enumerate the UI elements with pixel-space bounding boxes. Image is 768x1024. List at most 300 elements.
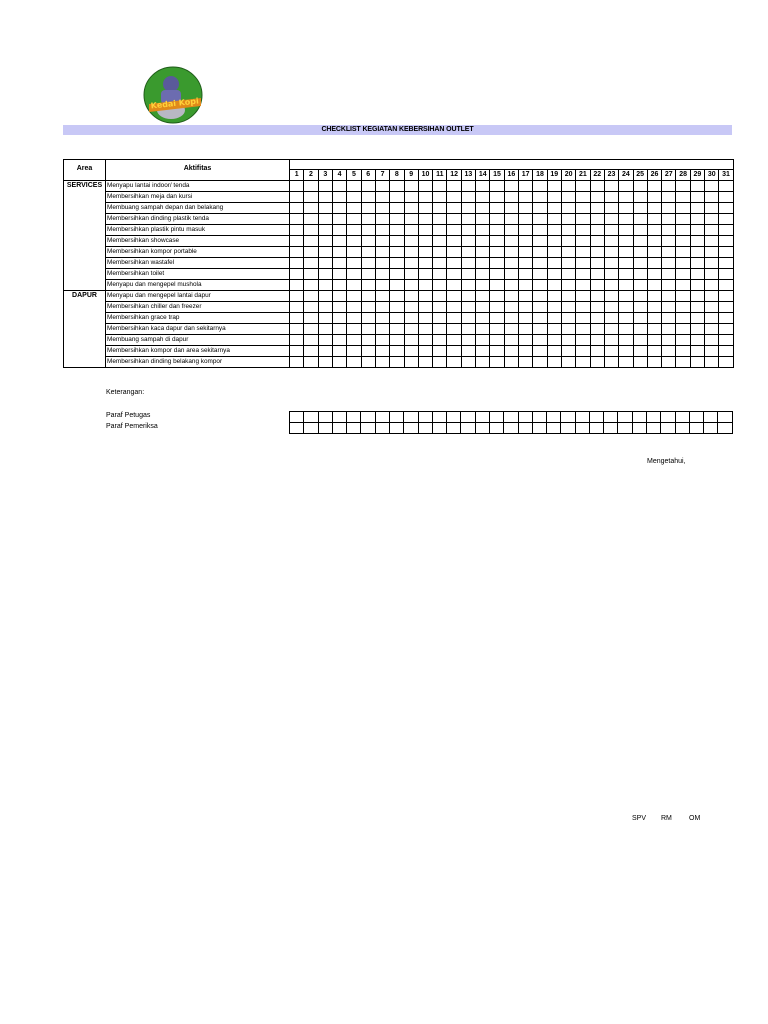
check-cell[interactable] bbox=[504, 269, 518, 280]
check-cell[interactable] bbox=[662, 236, 676, 247]
check-cell[interactable] bbox=[304, 258, 318, 269]
signature-cell[interactable] bbox=[318, 412, 332, 423]
check-cell[interactable] bbox=[490, 203, 504, 214]
signature-cell[interactable] bbox=[532, 412, 546, 423]
check-cell[interactable] bbox=[647, 335, 661, 346]
check-cell[interactable] bbox=[619, 258, 633, 269]
signature-cell[interactable] bbox=[418, 412, 432, 423]
check-cell[interactable] bbox=[476, 357, 490, 368]
check-cell[interactable] bbox=[504, 357, 518, 368]
check-cell[interactable] bbox=[433, 346, 447, 357]
check-cell[interactable] bbox=[347, 357, 361, 368]
check-cell[interactable] bbox=[290, 291, 304, 302]
check-cell[interactable] bbox=[647, 225, 661, 236]
check-cell[interactable] bbox=[361, 181, 375, 192]
check-cell[interactable] bbox=[461, 258, 475, 269]
check-cell[interactable] bbox=[318, 203, 332, 214]
check-cell[interactable] bbox=[619, 357, 633, 368]
check-cell[interactable] bbox=[461, 181, 475, 192]
check-cell[interactable] bbox=[404, 214, 418, 225]
check-cell[interactable] bbox=[576, 280, 590, 291]
check-cell[interactable] bbox=[404, 258, 418, 269]
check-cell[interactable] bbox=[690, 302, 704, 313]
check-cell[interactable] bbox=[490, 269, 504, 280]
check-cell[interactable] bbox=[476, 203, 490, 214]
check-cell[interactable] bbox=[304, 280, 318, 291]
check-cell[interactable] bbox=[461, 280, 475, 291]
check-cell[interactable] bbox=[604, 280, 618, 291]
check-cell[interactable] bbox=[619, 269, 633, 280]
check-cell[interactable] bbox=[676, 214, 690, 225]
check-cell[interactable] bbox=[576, 269, 590, 280]
check-cell[interactable] bbox=[290, 181, 304, 192]
check-cell[interactable] bbox=[476, 269, 490, 280]
check-cell[interactable] bbox=[676, 324, 690, 335]
check-cell[interactable] bbox=[619, 324, 633, 335]
check-cell[interactable] bbox=[504, 291, 518, 302]
check-cell[interactable] bbox=[390, 236, 404, 247]
check-cell[interactable] bbox=[490, 313, 504, 324]
check-cell[interactable] bbox=[647, 357, 661, 368]
check-cell[interactable] bbox=[304, 203, 318, 214]
check-cell[interactable] bbox=[633, 181, 647, 192]
check-cell[interactable] bbox=[633, 302, 647, 313]
check-cell[interactable] bbox=[504, 324, 518, 335]
signature-cell[interactable] bbox=[347, 412, 361, 423]
check-cell[interactable] bbox=[576, 324, 590, 335]
check-cell[interactable] bbox=[519, 269, 533, 280]
check-cell[interactable] bbox=[561, 324, 575, 335]
check-cell[interactable] bbox=[447, 247, 461, 258]
check-cell[interactable] bbox=[690, 324, 704, 335]
check-cell[interactable] bbox=[576, 302, 590, 313]
check-cell[interactable] bbox=[690, 214, 704, 225]
check-cell[interactable] bbox=[375, 302, 389, 313]
check-cell[interactable] bbox=[519, 181, 533, 192]
check-cell[interactable] bbox=[347, 269, 361, 280]
check-cell[interactable] bbox=[604, 258, 618, 269]
check-cell[interactable] bbox=[290, 247, 304, 258]
check-cell[interactable] bbox=[590, 214, 604, 225]
check-cell[interactable] bbox=[361, 313, 375, 324]
check-cell[interactable] bbox=[619, 181, 633, 192]
check-cell[interactable] bbox=[433, 247, 447, 258]
check-cell[interactable] bbox=[461, 324, 475, 335]
check-cell[interactable] bbox=[418, 192, 432, 203]
check-cell[interactable] bbox=[590, 291, 604, 302]
check-cell[interactable] bbox=[504, 236, 518, 247]
check-cell[interactable] bbox=[533, 335, 547, 346]
check-cell[interactable] bbox=[404, 192, 418, 203]
check-cell[interactable] bbox=[619, 335, 633, 346]
check-cell[interactable] bbox=[662, 291, 676, 302]
check-cell[interactable] bbox=[375, 291, 389, 302]
check-cell[interactable] bbox=[561, 203, 575, 214]
check-cell[interactable] bbox=[418, 225, 432, 236]
check-cell[interactable] bbox=[318, 324, 332, 335]
check-cell[interactable] bbox=[304, 247, 318, 258]
check-cell[interactable] bbox=[719, 313, 733, 324]
check-cell[interactable] bbox=[390, 247, 404, 258]
check-cell[interactable] bbox=[347, 291, 361, 302]
check-cell[interactable] bbox=[533, 313, 547, 324]
check-cell[interactable] bbox=[390, 181, 404, 192]
check-cell[interactable] bbox=[561, 335, 575, 346]
check-cell[interactable] bbox=[619, 203, 633, 214]
check-cell[interactable] bbox=[547, 324, 561, 335]
signature-cell[interactable] bbox=[518, 412, 532, 423]
check-cell[interactable] bbox=[504, 335, 518, 346]
check-cell[interactable] bbox=[519, 302, 533, 313]
check-cell[interactable] bbox=[619, 214, 633, 225]
check-cell[interactable] bbox=[361, 247, 375, 258]
signature-cell[interactable] bbox=[618, 412, 632, 423]
check-cell[interactable] bbox=[705, 181, 719, 192]
check-cell[interactable] bbox=[633, 313, 647, 324]
check-cell[interactable] bbox=[576, 214, 590, 225]
check-cell[interactable] bbox=[390, 346, 404, 357]
check-cell[interactable] bbox=[476, 335, 490, 346]
check-cell[interactable] bbox=[290, 192, 304, 203]
check-cell[interactable] bbox=[290, 302, 304, 313]
check-cell[interactable] bbox=[604, 291, 618, 302]
check-cell[interactable] bbox=[719, 346, 733, 357]
check-cell[interactable] bbox=[533, 302, 547, 313]
check-cell[interactable] bbox=[375, 346, 389, 357]
signature-cell[interactable] bbox=[661, 423, 675, 434]
check-cell[interactable] bbox=[433, 280, 447, 291]
check-cell[interactable] bbox=[547, 181, 561, 192]
check-cell[interactable] bbox=[418, 357, 432, 368]
check-cell[interactable] bbox=[705, 313, 719, 324]
check-cell[interactable] bbox=[390, 192, 404, 203]
check-cell[interactable] bbox=[705, 346, 719, 357]
check-cell[interactable] bbox=[332, 324, 346, 335]
check-cell[interactable] bbox=[404, 247, 418, 258]
check-cell[interactable] bbox=[604, 302, 618, 313]
check-cell[interactable] bbox=[304, 335, 318, 346]
check-cell[interactable] bbox=[690, 335, 704, 346]
check-cell[interactable] bbox=[619, 192, 633, 203]
check-cell[interactable] bbox=[590, 181, 604, 192]
check-cell[interactable] bbox=[318, 214, 332, 225]
check-cell[interactable] bbox=[290, 236, 304, 247]
check-cell[interactable] bbox=[375, 247, 389, 258]
check-cell[interactable] bbox=[719, 181, 733, 192]
check-cell[interactable] bbox=[361, 203, 375, 214]
signature-cell[interactable] bbox=[318, 423, 332, 434]
check-cell[interactable] bbox=[633, 236, 647, 247]
check-cell[interactable] bbox=[547, 192, 561, 203]
check-cell[interactable] bbox=[519, 236, 533, 247]
check-cell[interactable] bbox=[418, 324, 432, 335]
check-cell[interactable] bbox=[590, 357, 604, 368]
check-cell[interactable] bbox=[519, 335, 533, 346]
check-cell[interactable] bbox=[290, 280, 304, 291]
check-cell[interactable] bbox=[476, 192, 490, 203]
check-cell[interactable] bbox=[347, 214, 361, 225]
check-cell[interactable] bbox=[290, 313, 304, 324]
check-cell[interactable] bbox=[576, 192, 590, 203]
check-cell[interactable] bbox=[433, 203, 447, 214]
check-cell[interactable] bbox=[490, 225, 504, 236]
check-cell[interactable] bbox=[690, 357, 704, 368]
check-cell[interactable] bbox=[547, 335, 561, 346]
signature-cell[interactable] bbox=[389, 423, 403, 434]
check-cell[interactable] bbox=[347, 203, 361, 214]
check-cell[interactable] bbox=[676, 236, 690, 247]
check-cell[interactable] bbox=[476, 181, 490, 192]
check-cell[interactable] bbox=[633, 247, 647, 258]
signature-cell[interactable] bbox=[489, 423, 503, 434]
check-cell[interactable] bbox=[590, 225, 604, 236]
check-cell[interactable] bbox=[433, 258, 447, 269]
signature-cell[interactable] bbox=[290, 423, 304, 434]
check-cell[interactable] bbox=[604, 247, 618, 258]
check-cell[interactable] bbox=[633, 225, 647, 236]
check-cell[interactable] bbox=[332, 203, 346, 214]
signature-cell[interactable] bbox=[675, 423, 689, 434]
check-cell[interactable] bbox=[390, 214, 404, 225]
check-cell[interactable] bbox=[619, 247, 633, 258]
signature-cell[interactable] bbox=[432, 412, 446, 423]
check-cell[interactable] bbox=[633, 203, 647, 214]
check-cell[interactable] bbox=[361, 225, 375, 236]
check-cell[interactable] bbox=[647, 346, 661, 357]
check-cell[interactable] bbox=[390, 335, 404, 346]
check-cell[interactable] bbox=[547, 203, 561, 214]
signature-cell[interactable] bbox=[718, 423, 733, 434]
signature-cell[interactable] bbox=[632, 423, 646, 434]
check-cell[interactable] bbox=[690, 203, 704, 214]
check-cell[interactable] bbox=[690, 225, 704, 236]
check-cell[interactable] bbox=[519, 192, 533, 203]
check-cell[interactable] bbox=[676, 192, 690, 203]
check-cell[interactable] bbox=[604, 236, 618, 247]
check-cell[interactable] bbox=[604, 335, 618, 346]
check-cell[interactable] bbox=[604, 357, 618, 368]
check-cell[interactable] bbox=[332, 236, 346, 247]
check-cell[interactable] bbox=[447, 181, 461, 192]
signature-cell[interactable] bbox=[361, 412, 375, 423]
check-cell[interactable] bbox=[533, 225, 547, 236]
check-cell[interactable] bbox=[361, 357, 375, 368]
check-cell[interactable] bbox=[318, 357, 332, 368]
check-cell[interactable] bbox=[447, 346, 461, 357]
check-cell[interactable] bbox=[705, 258, 719, 269]
check-cell[interactable] bbox=[332, 192, 346, 203]
check-cell[interactable] bbox=[604, 203, 618, 214]
signature-cell[interactable] bbox=[661, 412, 675, 423]
check-cell[interactable] bbox=[490, 346, 504, 357]
check-cell[interactable] bbox=[318, 302, 332, 313]
check-cell[interactable] bbox=[662, 225, 676, 236]
check-cell[interactable] bbox=[662, 258, 676, 269]
check-cell[interactable] bbox=[404, 346, 418, 357]
check-cell[interactable] bbox=[647, 313, 661, 324]
check-cell[interactable] bbox=[547, 357, 561, 368]
check-cell[interactable] bbox=[705, 280, 719, 291]
check-cell[interactable] bbox=[647, 181, 661, 192]
check-cell[interactable] bbox=[347, 346, 361, 357]
check-cell[interactable] bbox=[433, 225, 447, 236]
check-cell[interactable] bbox=[461, 192, 475, 203]
check-cell[interactable] bbox=[590, 258, 604, 269]
check-cell[interactable] bbox=[647, 302, 661, 313]
check-cell[interactable] bbox=[461, 346, 475, 357]
check-cell[interactable] bbox=[332, 258, 346, 269]
check-cell[interactable] bbox=[390, 280, 404, 291]
check-cell[interactable] bbox=[476, 291, 490, 302]
signature-cell[interactable] bbox=[589, 423, 603, 434]
check-cell[interactable] bbox=[490, 291, 504, 302]
check-cell[interactable] bbox=[633, 291, 647, 302]
check-cell[interactable] bbox=[619, 302, 633, 313]
check-cell[interactable] bbox=[647, 247, 661, 258]
check-cell[interactable] bbox=[290, 324, 304, 335]
check-cell[interactable] bbox=[504, 346, 518, 357]
check-cell[interactable] bbox=[433, 269, 447, 280]
check-cell[interactable] bbox=[590, 346, 604, 357]
check-cell[interactable] bbox=[662, 280, 676, 291]
check-cell[interactable] bbox=[533, 258, 547, 269]
check-cell[interactable] bbox=[390, 203, 404, 214]
check-cell[interactable] bbox=[318, 291, 332, 302]
check-cell[interactable] bbox=[461, 291, 475, 302]
check-cell[interactable] bbox=[519, 225, 533, 236]
check-cell[interactable] bbox=[533, 181, 547, 192]
check-cell[interactable] bbox=[662, 346, 676, 357]
check-cell[interactable] bbox=[375, 324, 389, 335]
check-cell[interactable] bbox=[719, 291, 733, 302]
check-cell[interactable] bbox=[361, 302, 375, 313]
check-cell[interactable] bbox=[519, 346, 533, 357]
check-cell[interactable] bbox=[719, 357, 733, 368]
check-cell[interactable] bbox=[304, 214, 318, 225]
check-cell[interactable] bbox=[561, 181, 575, 192]
check-cell[interactable] bbox=[690, 280, 704, 291]
check-cell[interactable] bbox=[418, 258, 432, 269]
check-cell[interactable] bbox=[705, 225, 719, 236]
check-cell[interactable] bbox=[619, 236, 633, 247]
check-cell[interactable] bbox=[304, 324, 318, 335]
check-cell[interactable] bbox=[690, 192, 704, 203]
check-cell[interactable] bbox=[662, 247, 676, 258]
check-cell[interactable] bbox=[375, 192, 389, 203]
check-cell[interactable] bbox=[705, 302, 719, 313]
check-cell[interactable] bbox=[662, 269, 676, 280]
check-cell[interactable] bbox=[547, 214, 561, 225]
check-cell[interactable] bbox=[304, 269, 318, 280]
signature-cell[interactable] bbox=[361, 423, 375, 434]
check-cell[interactable] bbox=[676, 357, 690, 368]
signature-cell[interactable] bbox=[375, 412, 389, 423]
check-cell[interactable] bbox=[576, 335, 590, 346]
check-cell[interactable] bbox=[576, 346, 590, 357]
signature-cell[interactable] bbox=[647, 423, 661, 434]
check-cell[interactable] bbox=[447, 335, 461, 346]
check-cell[interactable] bbox=[490, 280, 504, 291]
check-cell[interactable] bbox=[490, 324, 504, 335]
check-cell[interactable] bbox=[332, 181, 346, 192]
check-cell[interactable] bbox=[461, 357, 475, 368]
check-cell[interactable] bbox=[418, 346, 432, 357]
check-cell[interactable] bbox=[447, 192, 461, 203]
check-cell[interactable] bbox=[390, 302, 404, 313]
check-cell[interactable] bbox=[590, 192, 604, 203]
check-cell[interactable] bbox=[619, 225, 633, 236]
check-cell[interactable] bbox=[447, 357, 461, 368]
check-cell[interactable] bbox=[347, 302, 361, 313]
check-cell[interactable] bbox=[461, 203, 475, 214]
check-cell[interactable] bbox=[662, 302, 676, 313]
check-cell[interactable] bbox=[633, 324, 647, 335]
check-cell[interactable] bbox=[604, 313, 618, 324]
check-cell[interactable] bbox=[676, 258, 690, 269]
check-cell[interactable] bbox=[561, 258, 575, 269]
check-cell[interactable] bbox=[547, 225, 561, 236]
check-cell[interactable] bbox=[390, 258, 404, 269]
check-cell[interactable] bbox=[447, 269, 461, 280]
signature-cell[interactable] bbox=[561, 423, 575, 434]
check-cell[interactable] bbox=[504, 214, 518, 225]
check-cell[interactable] bbox=[604, 225, 618, 236]
check-cell[interactable] bbox=[705, 247, 719, 258]
check-cell[interactable] bbox=[332, 313, 346, 324]
check-cell[interactable] bbox=[290, 214, 304, 225]
check-cell[interactable] bbox=[361, 291, 375, 302]
check-cell[interactable] bbox=[519, 280, 533, 291]
check-cell[interactable] bbox=[719, 203, 733, 214]
check-cell[interactable] bbox=[662, 203, 676, 214]
check-cell[interactable] bbox=[332, 225, 346, 236]
check-cell[interactable] bbox=[662, 357, 676, 368]
check-cell[interactable] bbox=[304, 313, 318, 324]
check-cell[interactable] bbox=[318, 269, 332, 280]
check-cell[interactable] bbox=[332, 214, 346, 225]
check-cell[interactable] bbox=[690, 247, 704, 258]
check-cell[interactable] bbox=[705, 335, 719, 346]
check-cell[interactable] bbox=[347, 280, 361, 291]
check-cell[interactable] bbox=[519, 203, 533, 214]
check-cell[interactable] bbox=[705, 291, 719, 302]
check-cell[interactable] bbox=[547, 313, 561, 324]
check-cell[interactable] bbox=[519, 258, 533, 269]
check-cell[interactable] bbox=[304, 236, 318, 247]
signature-cell[interactable] bbox=[404, 423, 418, 434]
check-cell[interactable] bbox=[576, 313, 590, 324]
check-cell[interactable] bbox=[404, 335, 418, 346]
signature-cell[interactable] bbox=[375, 423, 389, 434]
check-cell[interactable] bbox=[490, 236, 504, 247]
signature-cell[interactable] bbox=[489, 412, 503, 423]
check-cell[interactable] bbox=[676, 247, 690, 258]
check-cell[interactable] bbox=[705, 324, 719, 335]
signature-cell[interactable] bbox=[589, 412, 603, 423]
check-cell[interactable] bbox=[519, 324, 533, 335]
check-cell[interactable] bbox=[418, 291, 432, 302]
check-cell[interactable] bbox=[719, 214, 733, 225]
check-cell[interactable] bbox=[361, 192, 375, 203]
check-cell[interactable] bbox=[361, 280, 375, 291]
check-cell[interactable] bbox=[433, 214, 447, 225]
check-cell[interactable] bbox=[547, 280, 561, 291]
check-cell[interactable] bbox=[604, 269, 618, 280]
check-cell[interactable] bbox=[690, 313, 704, 324]
check-cell[interactable] bbox=[619, 291, 633, 302]
check-cell[interactable] bbox=[332, 302, 346, 313]
check-cell[interactable] bbox=[461, 236, 475, 247]
